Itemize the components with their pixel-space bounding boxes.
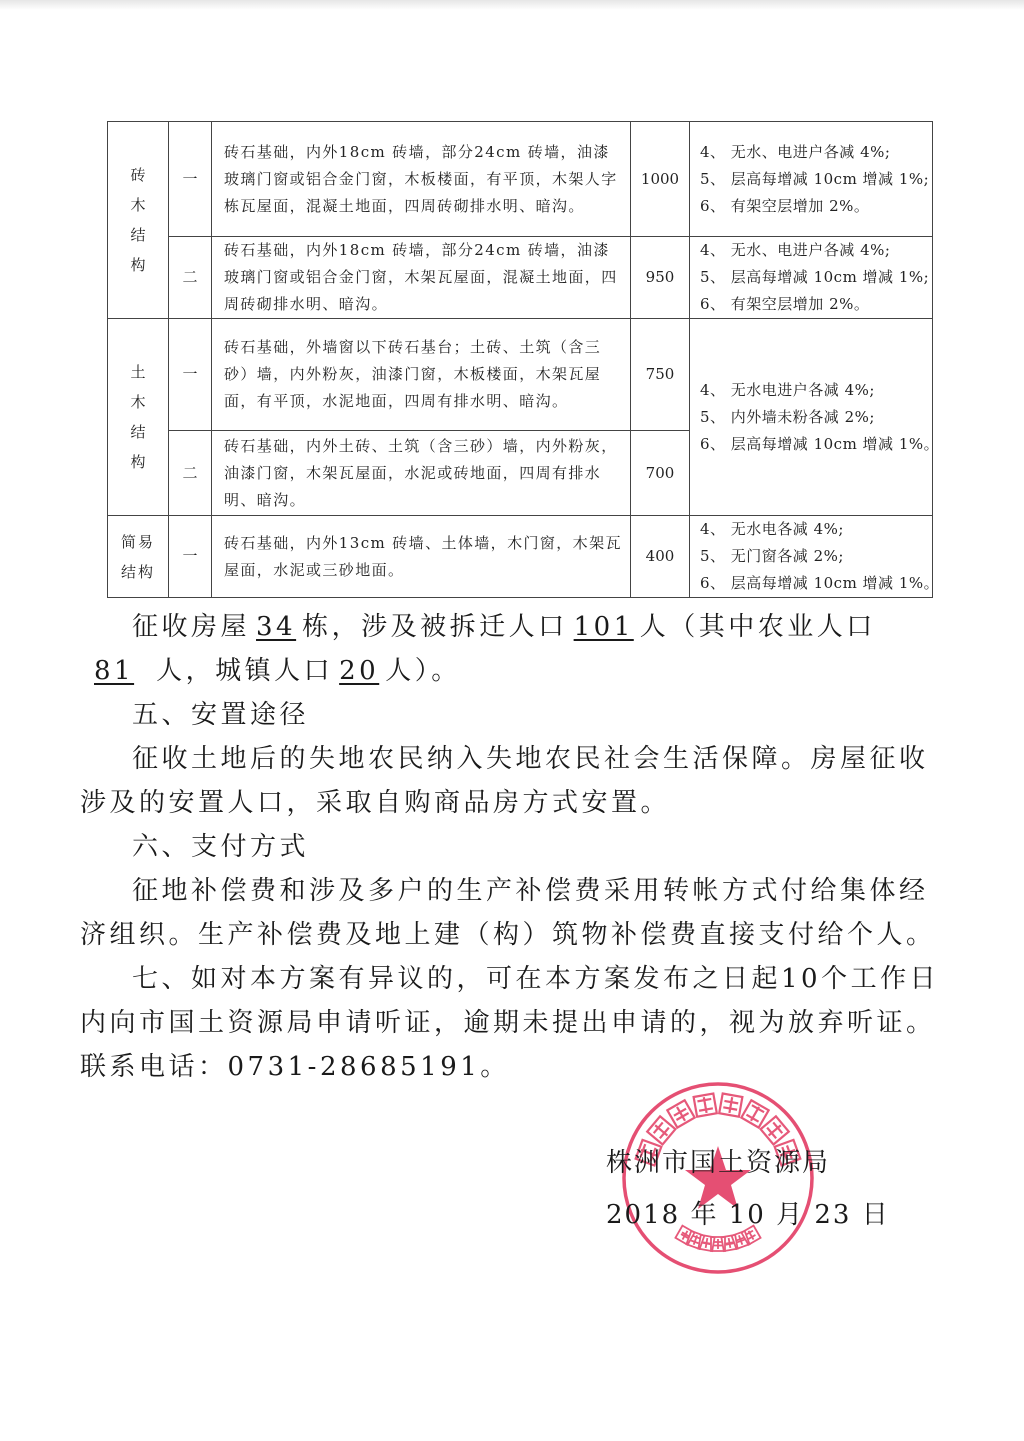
notes-cell (690, 516, 940, 598)
table-row (108, 237, 933, 319)
price-cell: 1000 (631, 122, 690, 237)
date-month: 10 (728, 1200, 766, 1230)
seal-glyph-mark (719, 1094, 742, 1117)
description-cell: 砖石基础，内外18cm 砖墙，部分24cm 砖墙，油漆玻璃门窗或铝合金门窗，木架瓦屋面，混凝土地面，四周砖砌排水明、暗沟。 (212, 237, 631, 319)
text: 城镇人口 (215, 656, 334, 686)
notes-cell (690, 319, 940, 516)
table-row (108, 122, 933, 237)
text: 征收房屋 (132, 612, 251, 642)
type-char: 木 (130, 393, 146, 411)
notes-cell (690, 122, 933, 237)
date-year-unit: 年 (690, 1200, 719, 1230)
description-cell: 砖石基础，内外13cm 砖墙、土体墙，木门窗，木架瓦屋面，水泥或三砂地面。 (212, 516, 631, 598)
note-line: 5、 层高每增减 10cm 增减 1%; (700, 169, 930, 188)
note-line: 4、 无水、电进户各减 4%; (700, 142, 891, 161)
agricultural-count: 81 (94, 656, 135, 686)
description-cell: 砖石基础，内外土砖、土筑（含三砂）墙，内外粉灰，油漆门窗，木架瓦屋面，水泥或砖地面，四周有排水明、暗沟。 (212, 431, 631, 516)
type-char: 结 (130, 423, 146, 441)
text: 人， (156, 656, 216, 686)
date-year: 2018 (606, 1200, 681, 1230)
note-line: 4、 无水、电进户各减 4%; (700, 241, 891, 259)
type-char: 构 (130, 256, 146, 274)
compensation-table (107, 121, 940, 598)
table-row (108, 319, 933, 431)
type-char: 结构 (120, 562, 155, 581)
type-char: 结 (130, 226, 146, 244)
section-6-body: 征地补偿费和涉及多户的生产补偿费采用转帐方式付给集体经济组织。生产补偿费及地上建（构）筑物补偿费直接支付给个人。 (80, 876, 936, 950)
grade-cell: 一 (169, 122, 212, 237)
price-cell: 950 (631, 237, 690, 319)
date-day: 23 (814, 1200, 852, 1230)
seal-glyph-mark (741, 1100, 768, 1127)
section-5-title: 五、安置途径 (132, 700, 310, 730)
scan-edge (0, 0, 1024, 10)
house-count: 34 (256, 612, 297, 642)
note-line: 5、 内外墙未粉各减 2%; (700, 407, 875, 426)
note-line: 5、 无门窗各减 2%; (700, 547, 844, 565)
houses-paragraph (80, 605, 950, 693)
type-char: 土 (130, 363, 146, 381)
type-char: 木 (130, 196, 146, 214)
text: 人（其中农业人口 (639, 612, 876, 642)
type-char: 简易 (120, 532, 155, 551)
section-7-body: 七、如对本方案有异议的，可在本方案发布之日起10个工作日内向市国土资源局申请听证，逾期未提出申请的，视为放弃听证。联系电话：0731-28685191。 (80, 964, 940, 1082)
note-line: 6、 层高每增减 10cm 增减 1%。 (700, 434, 940, 453)
date-day-unit: 日 (861, 1200, 890, 1230)
note-line: 4、 无水电进户各减 4%; (700, 380, 875, 399)
structure-type-earth-wood (108, 319, 169, 516)
seal-glyph-mark (647, 1116, 675, 1144)
note-line: 6、 层高每增减 10cm 增减 1%。 (700, 574, 940, 592)
type-char: 构 (130, 453, 146, 471)
seal-glyph-mark (761, 1116, 789, 1144)
text: 栋，涉及被拆迁人口 (302, 612, 568, 642)
text: 人）。 (385, 656, 461, 686)
note-line: 4、 无水电各减 4%; (700, 520, 844, 538)
structure-type-simple (108, 516, 169, 598)
document-body (80, 605, 950, 1089)
signature-date (606, 1200, 890, 1230)
description-cell: 砖石基础，内外18cm 砖墙，部分24cm 砖墙，油漆玻璃门窗或铝合金门窗，木板楼面，有平顶，木架人字栋瓦屋面，混凝土地面，四周砖砌排水明、暗沟。 (212, 122, 631, 237)
type-char: 砖 (130, 166, 146, 184)
section-5-body: 征收土地后的失地农民纳入失地农民社会生活保障。房屋征收涉及的安置人口，采取自购商品房方式安置。 (80, 744, 929, 818)
structure-type-brick-wood (108, 122, 169, 319)
grade-cell: 二 (169, 431, 212, 516)
official-seal (620, 1080, 816, 1276)
price-cell: 400 (631, 516, 690, 598)
price-cell: 750 (631, 319, 690, 431)
seal-glyph-mark (686, 1231, 704, 1249)
grade-cell: 二 (169, 237, 212, 319)
signature-org: 株洲市国土资源局 (606, 1148, 831, 1178)
table-row (108, 516, 933, 598)
date-month-unit: 月 (776, 1200, 805, 1230)
seal-glyph-mark (667, 1100, 694, 1127)
note-line: 6、 有架空层增加 2%。 (700, 196, 870, 215)
grade-cell: 一 (169, 516, 212, 598)
urban-count: 20 (339, 656, 380, 686)
notes-cell (690, 237, 933, 319)
grade-cell: 一 (169, 319, 212, 431)
section-6-title: 六、支付方式 (132, 832, 310, 862)
seal-glyph-mark (694, 1094, 717, 1117)
price-cell: 700 (631, 431, 690, 516)
population-count: 101 (573, 612, 634, 642)
note-line: 6、 有架空层增加 2%。 (700, 295, 870, 313)
description-cell: 砖石基础，外墙窗以下砖石基台；土砖、土筑（含三砂）墙，内外粉灰，油漆门窗，木板楼面，木架瓦屋面，有平顶，水泥地面，四周有排水明、暗沟。 (212, 319, 631, 431)
note-line: 5、 层高每增减 10cm 增减 1%; (700, 268, 930, 286)
